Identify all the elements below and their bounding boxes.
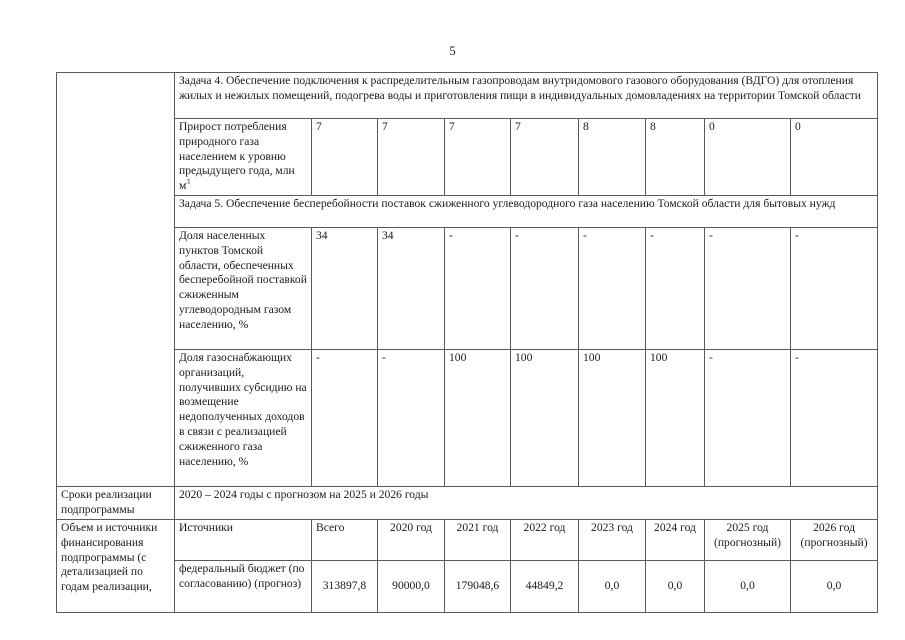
indicator-value-2024: 8 [646,119,705,196]
indicator-value-2019: 7 [312,119,378,196]
passport-table [56,72,878,613]
funding-header-2022: 2022 год [511,519,579,560]
indicator-value-2022: 7 [511,119,579,196]
indicator-label: Прирост потребления природного газа населением к уровню предыдущего года, млн $м^3$ [175,119,312,196]
task4-title: Задача 4. Обеспечение подключения к распределительным газопроводам внутридомового газового оборудования (ВДГО) для отопления жилых и нежилых помещений, подогрева воды и приготовления пищи в индивидуальных домовладениях на территории Томской области [175,73,878,119]
table-row [57,349,878,486]
indicator-value-2023: 8 [579,119,646,196]
funding-value-2022: 44849,2 [511,560,579,612]
indicator-value: - [705,349,791,486]
funding-value-2021: 179048,6 [445,560,511,612]
funding-header-total: Всего [312,519,378,560]
indicator-value: 34 [312,227,378,349]
indicator-value: - [705,227,791,349]
funding-value-2025: 0,0 [705,560,791,612]
funding-header-2021: 2021 год [445,519,511,560]
indicator-value: 34 [378,227,445,349]
table-row [57,560,878,612]
indicator-value-2025: 0 [705,119,791,196]
indicator-value: - [312,349,378,486]
funding-header-2025: 2025 год (прогнозный) [705,519,791,560]
funding-source-federal: федеральный бюджет (по согласованию) (прогноз) [175,560,312,612]
funding-header-row [57,519,878,560]
indicator-value-2026: 0 [791,119,878,196]
indicator-value: - [791,227,878,349]
indicator-value: 100 [579,349,646,486]
indicator-label: Доля населенных пунктов Томской области, обеспеченных бесперебойной поставкой сжиженным углеводородным газом населению, % [175,227,312,349]
indicators-label-cell [57,73,175,487]
indicator-value-2021: 7 [445,119,511,196]
funding-value-total: 313897,8 [312,560,378,612]
indicator-value-2020: 7 [378,119,445,196]
funding-label: Объем и источники финансирования подпрограммы (с детализацией по годам реализации, [57,519,175,612]
funding-value-2023: 0,0 [579,560,646,612]
indicator-value: - [579,227,646,349]
page-number: 5 [449,44,456,58]
funding-header-2020: 2020 год [378,519,445,560]
funding-header-2023: 2023 год [579,519,646,560]
indicator-value: - [378,349,445,486]
indicator-value: - [646,227,705,349]
indicator-value: - [445,227,511,349]
terms-row [57,486,878,519]
indicator-label: Доля газоснабжающих организаций, получивших субсидию на возмещение недополученных доходов в связи с реализацией сжиженного газа населению, % [175,349,312,486]
indicator-value: - [511,227,579,349]
funding-header-2026: 2026 год (прогнозный) [791,519,878,560]
indicator-value: - [791,349,878,486]
table-row [57,119,878,196]
terms-label: Сроки реализации подпрограммы [57,486,175,519]
indicator-value: 100 [511,349,579,486]
funding-header-sources: Источники [175,519,312,560]
funding-value-2024: 0,0 [646,560,705,612]
task5-title: Задача 5. Обеспечение бесперебойности поставок сжиженного углеводородного газа населению Томской области для бытовых нужд [175,195,878,227]
task5-row [57,195,878,227]
funding-value-2026: 0,0 [791,560,878,612]
table-row [57,227,878,349]
task4-row [57,73,878,119]
funding-value-2020: 90000,0 [378,560,445,612]
indicator-value: 100 [646,349,705,486]
terms-value: 2020 – 2024 годы с прогнозом на 2025 и 2026 годы [175,486,878,519]
indicator-value: 100 [445,349,511,486]
funding-header-2024: 2024 год [646,519,705,560]
